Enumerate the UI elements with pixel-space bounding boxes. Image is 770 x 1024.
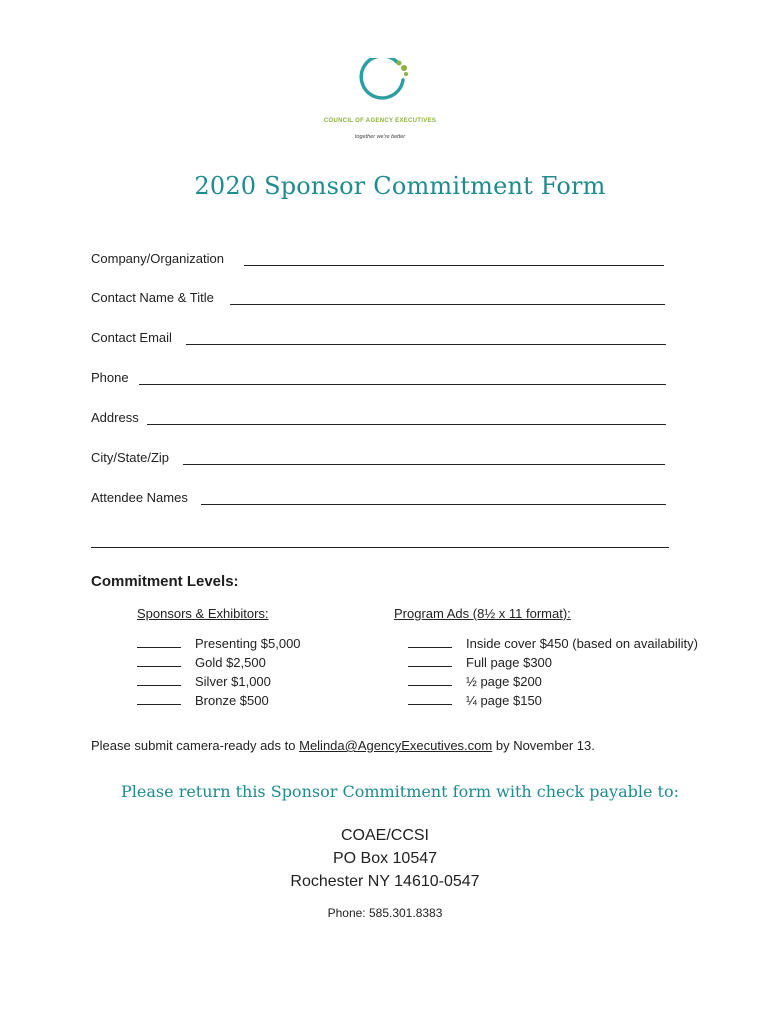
field-line-phone[interactable] — [139, 384, 666, 385]
address-line-3: Rochester NY 14610-0547 — [290, 873, 480, 890]
sponsor-level-label: Gold $2,500 — [195, 655, 266, 670]
address-line-1: COAE/CCSI — [340, 827, 429, 844]
commitment-heading: Commitment Levels: — [91, 573, 239, 590]
ad-level-label: Inside cover $450 (based on availability) — [466, 636, 698, 651]
logo-tagline: together we're better — [354, 134, 406, 140]
ad-level-row[interactable] — [408, 693, 738, 712]
ad-level-label: ½ page $200 — [466, 674, 542, 689]
address-line-2: PO Box 10547 — [332, 850, 438, 867]
submit-email-link[interactable]: Melinda@AgencyExecutives.com — [299, 738, 493, 753]
logo-ring-icon — [359, 58, 429, 118]
field-label-city-state-zip: City/State/Zip — [91, 450, 170, 465]
ad-blank[interactable] — [408, 637, 452, 648]
field-label-phone: Phone — [91, 370, 129, 385]
ad-level-label: ¼ page $150 — [466, 693, 542, 708]
coae-logo — [359, 58, 405, 104]
field-line-contact-email[interactable] — [186, 344, 666, 345]
submit-note-prefix: Please submit camera-ready ads to — [91, 738, 300, 753]
sponsor-level-label: Bronze $500 — [195, 693, 269, 708]
submit-note-suffix: by November 13. — [492, 738, 595, 753]
form-title: 2020 Sponsor Commitment Form — [194, 172, 606, 200]
sponsors-heading: Sponsors & Exhibitors: — [137, 606, 269, 621]
ad-blank[interactable] — [408, 656, 452, 667]
sponsor-blank[interactable] — [137, 656, 181, 667]
ad-level-row[interactable] — [408, 674, 738, 693]
field-line-city-state-zip[interactable] — [183, 464, 665, 465]
sponsor-blank[interactable] — [137, 675, 181, 686]
field-label-address: Address — [91, 410, 139, 425]
sponsor-levels — [137, 636, 377, 712]
field-line-company[interactable] — [244, 265, 664, 266]
submit-note — [91, 738, 595, 753]
field-line-attendee-names-extra[interactable] — [91, 547, 669, 548]
field-label-attendee-names: Attendee Names — [91, 490, 188, 505]
ad-level-row[interactable] — [408, 655, 738, 674]
field-label-contact-email: Contact Email — [91, 330, 172, 345]
sponsor-level-row[interactable] — [137, 655, 377, 674]
sponsor-blank[interactable] — [137, 694, 181, 705]
ad-blank[interactable] — [408, 675, 452, 686]
field-line-attendee-names[interactable] — [201, 504, 666, 505]
sponsor-level-label: Presenting $5,000 — [195, 636, 301, 651]
field-line-contact-name[interactable] — [230, 304, 665, 305]
sponsor-blank[interactable] — [137, 637, 181, 648]
field-label-contact-name: Contact Name & Title — [91, 290, 214, 305]
ads-heading: Program Ads (8½ x 11 format): — [394, 606, 571, 621]
field-line-address[interactable] — [147, 424, 666, 425]
sponsor-level-row[interactable] — [137, 636, 377, 655]
field-label-company: Company/Organization — [91, 251, 224, 266]
return-note: Please return this Sponsor Commitment form with check payable to: — [121, 782, 679, 801]
ad-level-row[interactable] — [408, 636, 738, 655]
ad-level-label: Full page $300 — [466, 655, 553, 670]
sponsor-level-label: Silver $1,000 — [195, 674, 271, 689]
ad-levels — [408, 636, 738, 712]
ad-blank[interactable] — [408, 694, 452, 705]
phone-line: Phone: 585.301.8383 — [327, 906, 443, 920]
sponsor-level-row[interactable] — [137, 674, 377, 693]
logo-org-name: COUNCIL OF AGENCY EXECUTIVES — [323, 118, 437, 124]
sponsor-level-row[interactable] — [137, 693, 377, 712]
